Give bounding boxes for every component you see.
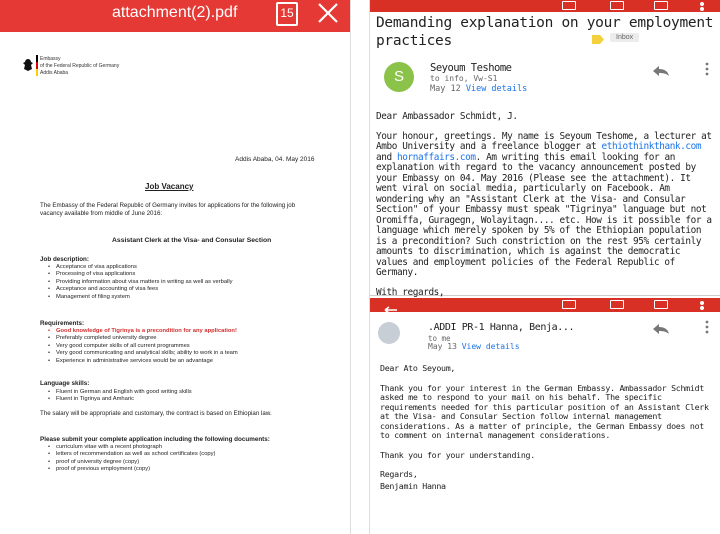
list-item: • Management of filing system — [56, 294, 233, 301]
list-item: • Good knowledge of Tigrinya is a precondition for any application! — [56, 328, 238, 335]
email-closing: Regards, — [380, 469, 418, 479]
documents-label: Please submit your complete application including the following documents: — [40, 436, 270, 443]
delete-icon[interactable] — [610, 300, 624, 309]
email-date-line — [430, 84, 527, 94]
list-item: • Fluent in German and English with good writing skills — [56, 389, 192, 396]
list-item: • Preferably completed university degree — [56, 335, 238, 342]
embassy-line: of the Federal Republic of Germany — [40, 63, 120, 69]
requirements-list — [56, 328, 238, 365]
email-greeting: Dear Ambassador Schmidt, J. — [376, 111, 518, 122]
sender-name: Seyoum Teshome — [430, 62, 512, 74]
job-description-list — [56, 264, 233, 301]
position-title: Assistant Clerk at the Visa- and Consular Section — [112, 237, 272, 244]
panel-divider — [350, 0, 370, 534]
list-item: • Very good computer skills of all current programmes — [56, 343, 238, 350]
blog-link-2[interactable]: hornaffairs.com — [396, 151, 476, 163]
list-item: • Acceptance and accounting of visa fees — [56, 286, 233, 293]
page-count-icon[interactable]: 15 — [276, 2, 298, 26]
embassy-line: Embassy — [40, 56, 61, 62]
sender-name: .ADDI PR-1 Hanna, Benja... — [428, 322, 575, 333]
more-vert-icon[interactable] — [704, 62, 710, 76]
pdf-viewer — [0, 0, 350, 534]
list-item: • proof of university degree (copy) — [56, 459, 215, 466]
email-closing: With regards, — [376, 286, 445, 298]
blog-link-1[interactable]: ethiothinkthank.com — [601, 141, 702, 152]
email-body — [376, 112, 716, 320]
list-item: • Fluent in Tigrinya and Amharic — [56, 396, 192, 403]
back-arrow-icon[interactable] — [384, 301, 398, 309]
recipients: to me — [428, 334, 451, 343]
view-details-link[interactable]: View details — [465, 84, 528, 94]
delete-icon[interactable] — [610, 1, 624, 10]
requirements-label: Requirements: — [40, 320, 85, 327]
more-options-icon[interactable] — [700, 2, 704, 11]
important-marker-icon[interactable] — [592, 32, 604, 43]
list-item: • Processing of visa applications — [56, 271, 233, 278]
document-date: Addis Ababa, 04. May 2016 — [235, 156, 315, 163]
reply-icon[interactable] — [652, 64, 670, 76]
more-vert-icon[interactable] — [704, 320, 710, 334]
body-text: . Am writing this email looking for an explanation with regard to the vacancy announcement posted by your Embassy on 04. May 2016 (Please see the attachment). It went viral on social media, particularly on Facebook. Am wondering why an "Assistant Clerk at the Visa- and Consular Section" of your Embassy must speak "Tigrinya" language but not Oromiffa, Guragegn, Wolayitagn.... etc. How is it possible for a language which merely spoken by 5% of the Ethiopian population is a precondition? Such constriction on the rest 95% certainly amounts to discrimination, which is against the democratic values and employment policies of the Federal Republic of Germany. — [376, 151, 712, 278]
reply-icon[interactable] — [652, 322, 670, 334]
german-flag-icon — [36, 55, 38, 77]
avatar — [378, 322, 400, 344]
mail-icon[interactable] — [654, 1, 668, 10]
body-text: and — [376, 151, 397, 163]
email-subject: Demanding explanation on your employment practices — [376, 15, 714, 49]
email-date: May 12 — [430, 84, 461, 94]
email-view-1 — [370, 0, 720, 296]
language-skills-label: Language skills: — [40, 380, 90, 387]
archive-icon[interactable] — [562, 1, 576, 10]
email-date: May 13 — [428, 342, 457, 351]
recipients: to info, Vw-S1 — [430, 74, 498, 83]
job-description-label: Job description: — [40, 256, 89, 263]
list-item: • letters of recommendation as well as school certificates (copy) — [56, 451, 215, 458]
email-body — [380, 364, 714, 501]
email-paragraph — [376, 132, 716, 279]
email-date-line — [428, 342, 520, 351]
list-item: • Very good communicating and analytical skills; ability to work in a team — [56, 350, 238, 357]
email-signature: Benjamin Hanna — [380, 480, 446, 491]
mail-icon[interactable] — [654, 300, 668, 309]
inbox-label-badge[interactable]: Inbox — [610, 33, 639, 42]
list-item: • proof of previous employment (copy) — [56, 466, 215, 473]
body-text: Your honour, greetings. My name is Seyoum Teshome, a lecturer at Ambo University and a freelance blogger at — [376, 130, 712, 152]
list-item: • Providing information about visa matters in writing as well as verbally — [56, 279, 233, 286]
more-options-icon[interactable] — [700, 301, 704, 310]
language-skills-list — [56, 389, 192, 404]
document-intro: The Embassy of the Federal Republic of Germany invites for applications for the following job vacancy available from middle of June 2016: — [40, 202, 296, 217]
documents-list — [56, 444, 215, 474]
salary-note: The salary will be appropriate and customary, the contract is based on Ethiopian law. — [40, 410, 272, 417]
eagle-emblem-icon — [22, 58, 34, 72]
archive-icon[interactable] — [562, 300, 576, 309]
close-icon[interactable] — [316, 1, 340, 25]
list-item: • Acceptance of visa applications — [56, 264, 233, 271]
email-greeting: Dear Ato Seyoum, — [380, 363, 456, 373]
pdf-title: attachment(2).pdf — [112, 4, 238, 21]
document-heading: Job Vacancy — [145, 182, 194, 191]
email-view-2 — [370, 298, 720, 534]
email-thanks: Thank you for your understanding. — [380, 449, 535, 460]
embassy-line: Addis Ababa — [40, 70, 69, 76]
view-details-link[interactable]: View details — [461, 342, 520, 351]
list-item: • curriculum vitae with a recent photograph — [56, 444, 215, 451]
email-paragraph: Thank you for your interest in the German Embassy. Ambassador Schmidt asked me to respond to your mail on his behalf. The specific requirements needed for this particular position of an Assistant Clerk at the Visa- and Consular Section follow internal management considerations. As a matter of principle, the German Embassy does not to comment on internal management considerations. — [380, 382, 709, 440]
pdf-page — [0, 32, 350, 534]
list-item: • Experience in administrative services would be an advantage — [56, 358, 238, 365]
avatar: S — [384, 62, 414, 92]
